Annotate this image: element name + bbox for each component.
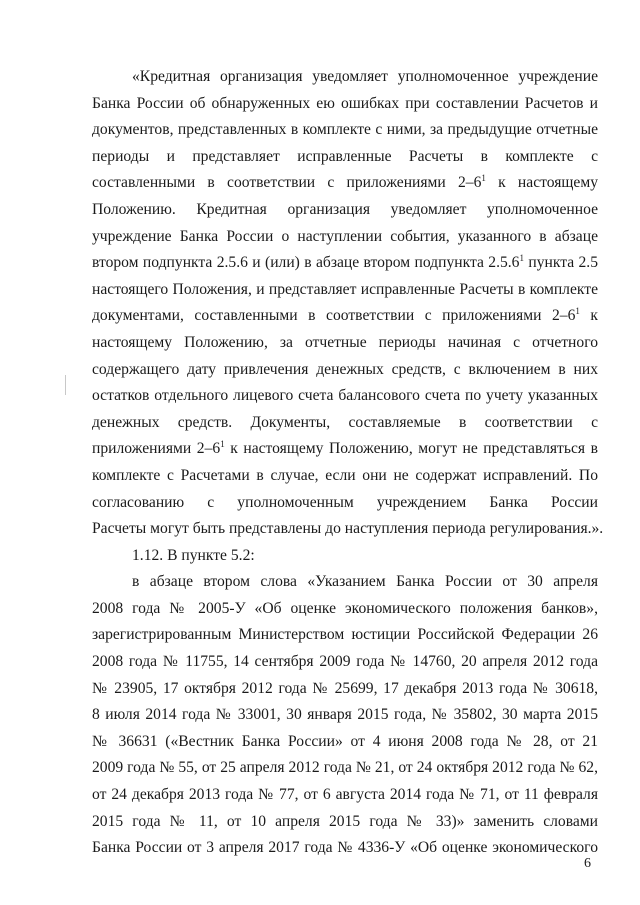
text-line-content: от 24 декабря 2013 года № 77, от 6 августа 2014 года № 71, от 11 февраля (92, 786, 598, 804)
text-line (92, 303, 598, 330)
text-line (92, 91, 598, 118)
text-line-content: 8 июля 2014 года № 33001, 30 января 2015 года, № 35802, 30 марта 2015 (92, 706, 598, 724)
text-line-content: втором подпункта 2.5.6 и (или) в абзаце втором подпункта 2.5.6 (92, 254, 520, 272)
text-line (92, 782, 598, 809)
text-line (92, 170, 598, 197)
text-line-continuation: пункта 2.5 (523, 254, 598, 272)
text-line-content: остатков отдельного лицевого счета балансового счета по учету указанных (92, 387, 598, 405)
text-line-content: Положению. Кредитная организация уведомляет уполномоченное (92, 200, 598, 218)
text-line (92, 410, 598, 437)
text-line (92, 809, 598, 836)
text-line-continuation: к настоящему (485, 174, 598, 192)
text-line (92, 729, 598, 756)
text-line-content: № 23905, 17 октября 2012 года № 25699, 17 декабря 2013 года № 30618, (92, 679, 598, 697)
text-line-content: учреждение Банка России о наступлении события, указанного в абзаце (92, 227, 598, 245)
text-line-content: согласованию с уполномоченным учреждением Банка России (92, 493, 598, 511)
text-line-content: документов, представленных в комплекте с ними, за предыдущие отчетные (92, 121, 598, 139)
text-line (92, 596, 598, 623)
text-line (92, 117, 598, 144)
superscript-index: 1 (575, 306, 580, 317)
text-line-content: периоды и представляет исправленные Расчеты в комплекте с (92, 147, 598, 165)
text-line (92, 490, 598, 517)
text-line-content: содержащего дату привлечения денежных средств, с включением в них (92, 360, 598, 378)
text-line-content: 2008 года № 11755, 14 сентября 2009 года № 14760, 20 апреля 2012 года (92, 653, 598, 671)
text-line-content: 2009 года № 55, от 25 апреля 2012 года № 21, от 24 октября 2012 года № 62, (92, 759, 598, 777)
text-line-content: 2015 года № 11, от 10 апреля 2015 года № 33)» заменить словами (92, 812, 598, 830)
superscript-index: 1 (519, 253, 524, 264)
text-line (92, 622, 598, 649)
text-line-content: зарегистрированным Министерством юстиции Российской Федерации 26 (92, 626, 598, 644)
text-line (92, 516, 604, 543)
text-line-content: «Кредитная организация уведомляет уполномоченное учреждение (132, 68, 598, 85)
text-line-content: Банка России от 3 апреля 2017 года № 4336-У «Об оценке экономического (92, 839, 598, 857)
superscript-index: 1 (220, 439, 225, 450)
text-line-content: в абзаце втором слова «Указанием Банка России от 30 апреля (132, 573, 598, 591)
text-line (92, 569, 598, 596)
text-line (92, 649, 598, 676)
text-line-content: № 36631 («Вестник Банка России» от 4 июня 2008 года № 28, от 21 (92, 732, 598, 750)
text-line-content: 2008 года № 2005-У «Об оценке экономического положения банков», (92, 599, 598, 617)
text-line (92, 64, 598, 91)
text-line-content: настоящего Положения, и представляет исправленные Расчеты в комплекте (92, 280, 598, 298)
text-line-content: комплекте с Расчетами в случае, если они не содержат исправлений. По (92, 466, 598, 484)
document-body (92, 64, 604, 862)
text-line (92, 144, 598, 171)
text-line (92, 676, 598, 703)
page-number: 6 (584, 856, 591, 871)
text-line-continuation: к (579, 307, 598, 325)
text-line (92, 436, 598, 463)
text-line (92, 197, 598, 224)
text-line (92, 702, 598, 729)
text-line-content: приложениями 2–6 (92, 440, 221, 458)
text-line-content: документами, составленными в соответствии с приложениями 2–6 (92, 307, 576, 325)
text-line-content: Банка России об обнаруженных ею ошибках при составлении Расчетов и (92, 94, 598, 112)
scan-artifact (65, 375, 66, 395)
text-line (92, 250, 598, 277)
text-line-content: составленными в соответствии с приложениями 2–6 (92, 174, 482, 192)
text-line-content: настоящему Положению, за отчетные периоды начиная с отчетного (92, 333, 598, 351)
text-line (92, 463, 598, 490)
text-line (92, 224, 598, 251)
text-line-continuation: к настоящему Положению, могут не представляться в (224, 440, 598, 458)
text-line-content: 1.12. В пункте 5.2: (132, 546, 255, 564)
text-line (92, 357, 598, 384)
text-line-content: Расчеты могут быть представлены до наступления периода регулирования.». (92, 520, 604, 538)
text-line (92, 383, 598, 410)
text-line (92, 543, 598, 570)
text-line (92, 330, 598, 357)
superscript-index: 1 (481, 173, 486, 184)
text-line (92, 835, 598, 862)
text-line-content: денежных средств. Документы, составляемые в соответствии с (92, 413, 598, 431)
text-line (92, 755, 598, 782)
text-line (92, 277, 598, 304)
